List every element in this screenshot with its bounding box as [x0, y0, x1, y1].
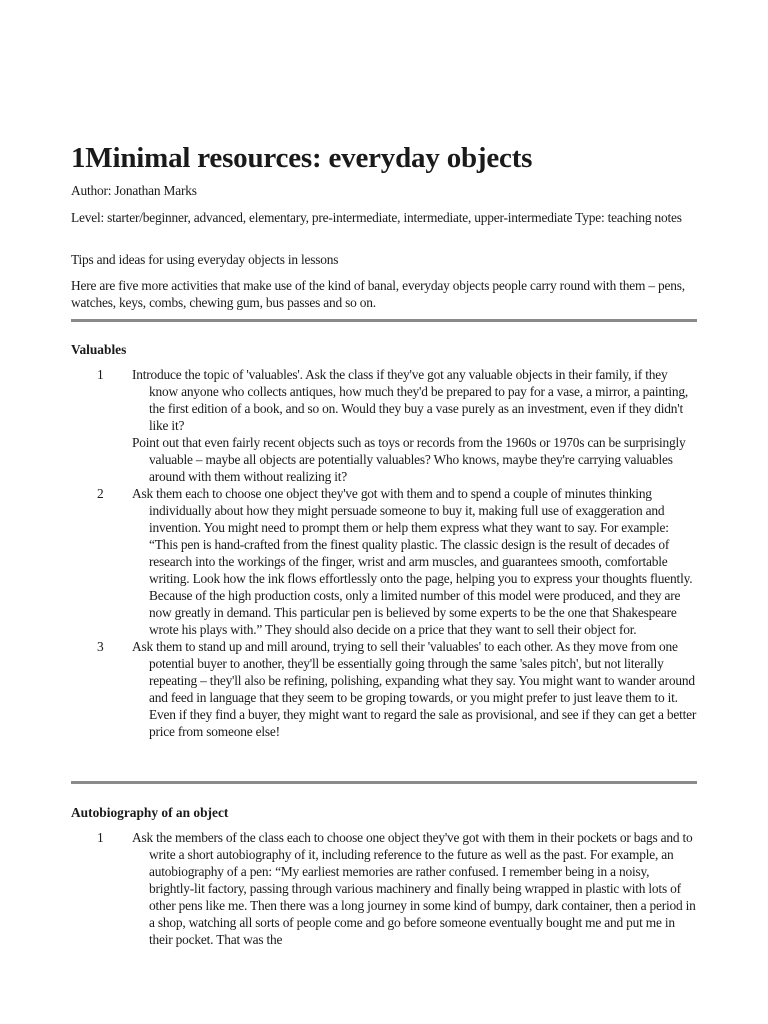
section-divider — [71, 781, 697, 784]
section-heading-autobiography: Autobiography of an object — [71, 805, 229, 820]
step-number: 1 — [97, 367, 104, 382]
section-heading-valuables: Valuables — [71, 342, 127, 357]
list-item — [71, 485, 697, 638]
list-item — [71, 829, 697, 948]
step-number: 3 — [97, 639, 104, 654]
section-divider — [71, 319, 697, 322]
intro-paragraph: Here are five more activities that make use of the kind of banal, everyday objects people carry round with them – pens, watches, keys, combs, chewing gum, bus passes and so on. — [71, 278, 685, 310]
list-item — [71, 638, 697, 740]
level-line: Level: starter/beginner, advanced, elementary, pre-intermediate, intermediate, upper-intermediate Type: teaching notes — [71, 210, 682, 225]
author-line: Author: Jonathan Marks — [71, 183, 197, 198]
step-number: 1 — [97, 830, 104, 845]
step-text: Introduce the topic of 'valuables'. Ask the class if they've got any valuable objects in their family, if they know anyone who collects antiques, how much they'd be prepared to pay for a vase, a mirror, a painting, the first edition of a book, and so on. Would they buy a vase purely as an investment, even if they didn't like it? — [132, 367, 689, 433]
step-text: Point out that even fairly recent objects such as toys or records from the 1960s or 1970s can be surprisingly valuable – maybe all objects are potentially valuables? Who knows, maybe they're carrying valuables around with them without realizing it? — [132, 435, 686, 484]
valuables-steps — [71, 366, 697, 740]
step-number: 2 — [97, 486, 104, 501]
step-text: Ask them each to choose one object they've got with them and to spend a couple of minutes thinking individually about how they might persuade someone to buy it, making full use of exaggeration and invention. You might need to prompt them or help them express what they want to say. For example: “This pen is hand-crafted from the finest quality plastic. The classic design is the result of decades of research into the workings of the finger, wrist and arm muscles, and guarantees smooth, comfortable writing. Look how the ink flows effortlessly onto the page, helping you to express your thoughts fluently. Because of the high production costs, only a limited number of this model were produced, and they are now greatly in demand. This particular pen is believed by some experts to be the one that Shakespeare wrote his plays with.” They should also decide on a price that they want to sell their object for. — [132, 486, 693, 637]
document-title: 1Minimal resources: everyday objects — [71, 142, 533, 174]
list-item — [71, 366, 697, 485]
step-text: Ask the members of the class each to choose one object they've got with them in their pockets or bags and to write a short autobiography of it, including reference to the future as well as the past. For example, an autobiography of a pen: “My earliest memories are rather confused. I remember being in a noisy, brightly-lit factory, passing through various machinery and finally being wrapped in plastic with lots of other pens like me. Then there was a long journey in some kind of bumpy, dark container, then a period in a shop, watching all sorts of people come and go before someone eventually bought me and put me in their pocket. That was the — [132, 830, 696, 947]
tagline: Tips and ideas for using everyday objects in lessons — [71, 252, 339, 267]
autobiography-steps — [71, 829, 697, 948]
step-text: Ask them to stand up and mill around, trying to sell their 'valuables' to each other. As they move from one potential buyer to another, they'll be essentially going through the same 'sales pitch', but not literally repeating – they'll also be refining, polishing, expanding what they say. You might want to wander around and feed in language that they seem to be groping towards, or you might prefer to just leave them to it. Even if they find a buyer, they might want to regard the sale as provisional, and see if they can get a better price from someone else! — [132, 639, 697, 739]
